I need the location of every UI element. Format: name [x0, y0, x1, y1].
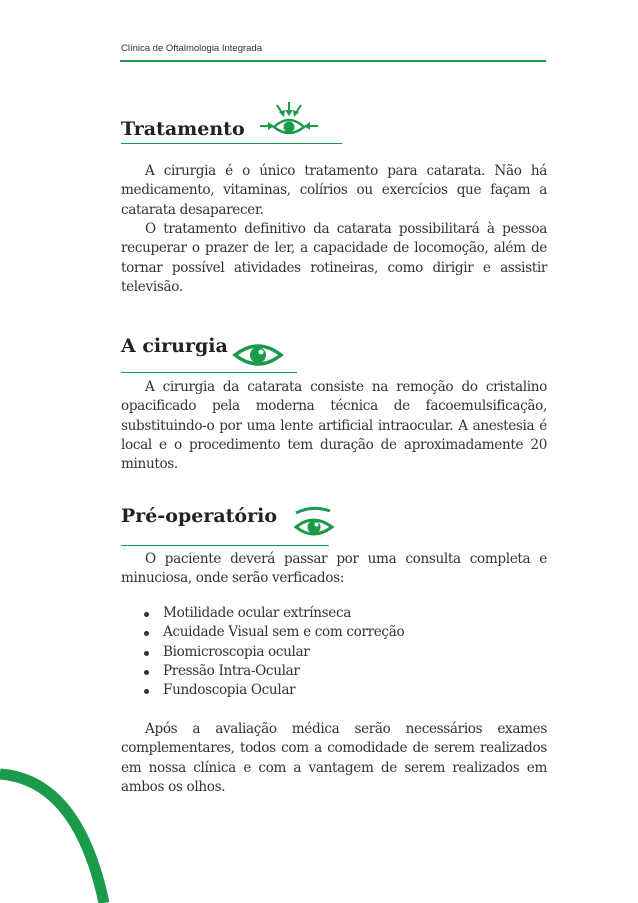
list-item: Acuidade Visual sem e com correção [143, 623, 404, 642]
tratamento-paragraph-1: A cirurgia é o único tratamento para catarata. Não há medicamento, vitaminas, colírios ou exercícios que façam a catarata desaparecer. [121, 163, 547, 218]
header-divider [120, 60, 546, 62]
pre-operatorio-closing: Após a avaliação médica serão necessários exames complementares, todos com a comodidade de serem realizados em nossa clínica e com a vantagem de serem realizados em ambos os olhos. [121, 721, 547, 795]
pre-operatorio-intro: O paciente deverá passar por uma consulta completa e minuciosa, onde serão verficados: [121, 551, 547, 587]
cirurgia-paragraph: A cirurgia da catarata consiste na remoção do cristalino opacificado pela moderna técnica de facoemulsificação, substituindo-o por uma lente artificial intraocular. A anestesia é local e o procedimento tem duração de aproximadamente 20 minutos. [121, 379, 547, 473]
eye-with-arrows-icon [258, 100, 320, 144]
list-item: Motilidade ocular extrínseca [143, 604, 404, 623]
list-item: Fundoscopia Ocular [143, 681, 404, 700]
section-title-cirurgia: A cirurgia [121, 335, 228, 357]
section-title-tratamento: Tratamento [121, 118, 245, 140]
section-title-underline [121, 372, 297, 373]
header-title: Clínica de Oftalmologia Integrada [121, 43, 262, 54]
tratamento-paragraph-2: O tratamento definitivo da catarata possibilitará à pessoa recuperar o prazer de ler, a capacidade de locomoção, além de tornar possível atividades rotineiras, como dirigir e assistir televisão. [121, 221, 547, 295]
eye-icon [232, 339, 284, 371]
section-title-pre-operatorio: Pré-operatório [121, 505, 277, 527]
winking-eye-icon [290, 505, 338, 541]
list-item: Biomicroscopia ocular [143, 643, 404, 662]
decorative-arc [0, 740, 120, 903]
exam-list [143, 604, 404, 700]
list-item: Pressão Intra-Ocular [143, 662, 404, 681]
section-title-underline [121, 545, 329, 546]
